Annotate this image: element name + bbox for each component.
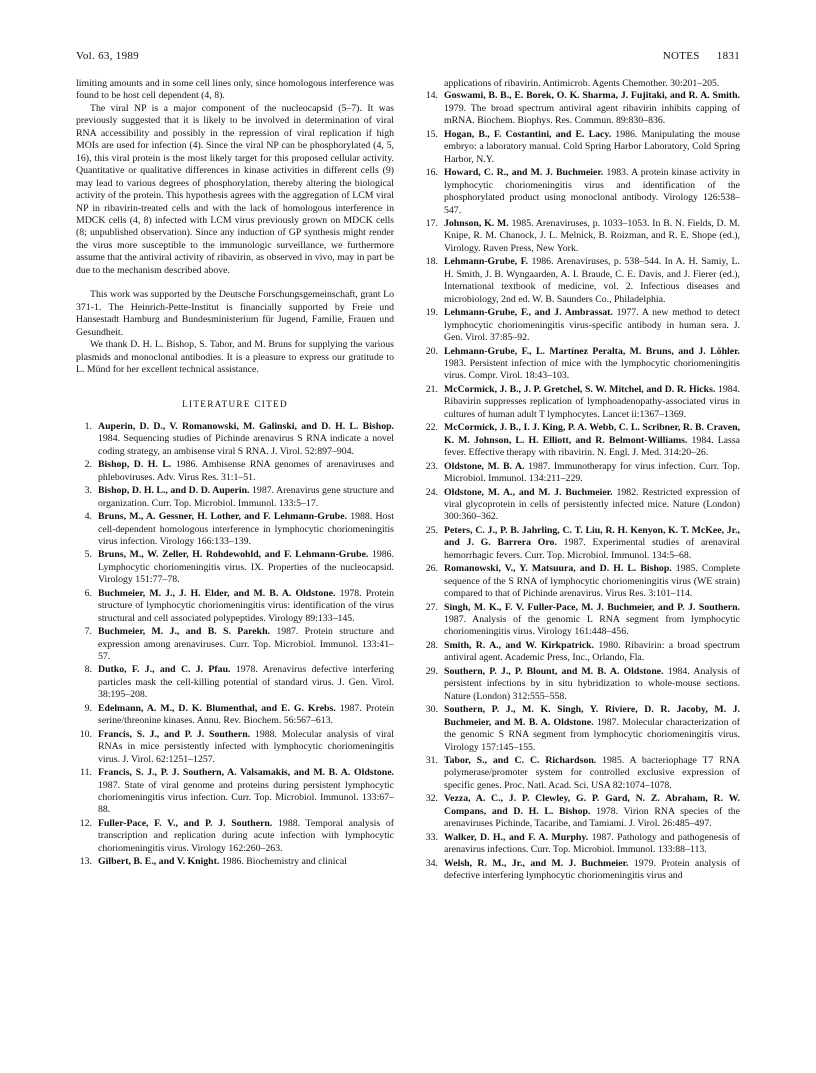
reference-item xyxy=(76,459,394,484)
reference-text: 1979. The broad spectrum antiviral agent ribavirin inhibits capping of mRNA. Biochem. Biophys. Res. Commun. 89:830–836. xyxy=(444,102,740,127)
reference-item xyxy=(422,832,740,857)
reference-number: 8. xyxy=(84,664,92,676)
reference-continuation: applications of ribavirin. Antimicrob. Agents Chemother. 30:201–205. xyxy=(444,78,720,89)
reference-number: 25. xyxy=(425,524,438,536)
reference-item xyxy=(422,666,740,703)
reference-item xyxy=(422,346,740,383)
reference-text: 1978. Arenavirus defective interfering particles mask the cell-killing potential of standard virus. J. Gen. Virol. 38:195–208. xyxy=(98,664,394,701)
reference-number: 29. xyxy=(425,665,438,677)
journal-volume: Vol. 63, 1989 xyxy=(76,50,139,62)
reference-authors: Bruns, M., A. Gessner, H. Lother, and F. Lehmann-Grube. xyxy=(98,511,348,523)
reference-number: 13. xyxy=(79,856,92,868)
reference-text: 1983. Persistent infection of mice with the lymphocytic choriomeningitis virus. Compr. Virol. 18:43–103. xyxy=(444,357,740,382)
reference-number: 2. xyxy=(84,459,92,471)
reference-number: 19. xyxy=(425,307,438,319)
reference-authors: Howard, C. R., and M. J. Buchmeier. xyxy=(444,167,604,179)
reference-number: 34. xyxy=(425,857,438,869)
reference-text: 1984. Sequencing studies of Pichinde arenavirus S RNA indicate a novel coding strategy, an ambisense viral S RNA. J. Virol. 52:897–904. xyxy=(98,433,394,457)
reference-number: 17. xyxy=(425,217,438,229)
reference-number: 14. xyxy=(425,90,438,102)
reference-text: 1987. Analysis of the genomic L RNA segment from lymphocytic choriomeningitis virus. Virology 161:448–456. xyxy=(444,614,740,638)
reference-authors: Dutko, F. J., and C. J. Pfau. xyxy=(98,664,231,676)
reference-text: 1987. Pathology and pathogenesis of arenavirus infections. Curr. Top. Microbiol. Immunol. 133:88–113. xyxy=(444,831,740,856)
reference-item xyxy=(76,588,394,625)
reference-number: 26. xyxy=(425,563,438,575)
section-name: NOTES xyxy=(662,50,700,62)
reference-list-left xyxy=(76,421,394,869)
literature-cited-heading: LITERATURE CITED xyxy=(182,399,288,410)
reference-authors: Lehmann-Grube, F. xyxy=(444,256,529,268)
reference-number: 27. xyxy=(425,601,438,613)
reference-text: 1986. Arenaviruses, p. 538–544. In A. H. Samiy, L. H. Smith, J. B. Wyngaarden, A. I. Braude, C. E. Davis, and J. Fierer (ed.), International textbook of medicine, vol. 2. Infectious diseases and microbiology, 2nd ed. W. B. Saunders Co., Philadelphia. xyxy=(444,256,740,305)
reference-item xyxy=(422,307,740,344)
reference-number: 1. xyxy=(84,420,92,432)
page-number: 1831 xyxy=(716,50,740,62)
reference-text: 1984. Lassa fever. Effective therapy with ribavirin. N. Engl. J. Med. 314:20–26. xyxy=(444,434,740,459)
reference-text: 1988. Molecular analysis of viral RNAs in mice persistently infected with lymphocytic choriomeningitis virus. J. Virol. 62:1251–1257. xyxy=(98,728,394,765)
reference-number: 18. xyxy=(425,256,438,268)
reference-number: 33. xyxy=(425,831,438,843)
reference-number: 5. xyxy=(84,549,92,561)
reference-authors: Gilbert, B. E., and V. Knight. xyxy=(98,856,220,868)
reference-authors: Johnson, K. M. xyxy=(444,217,509,229)
reference-number: 6. xyxy=(84,587,92,599)
reference-number: 4. xyxy=(84,511,92,523)
reference-authors: Bruns, M., W. Zeller, H. Rohdewohld, and F. Lehmann-Grube. xyxy=(98,549,369,561)
reference-text: 1987. Protein structure and expression among arenaviruses. Curr. Top. Microbiol. Immunol. 133:41–57. xyxy=(98,626,394,663)
reference-authors: McCormick, J. B., J. P. Gretchel, S. W. Mitchel, and D. R. Hicks. xyxy=(444,383,716,395)
reference-authors: McCormick, J. B., I. J. King, P. A. Webb, C. L. Scribner, R. B. Craven, K. M. Johnson, L. H. Elliott, and R. Belmont-Williams. xyxy=(444,422,740,446)
reference-text: 1983. A protein kinase activity in lymphocytic choriomeningitis virus and identification of the phosphorylated product using monoclonal antibody. Virology 126:538–547. xyxy=(444,167,741,216)
reference-item xyxy=(422,525,740,562)
reference-text: 1987. State of viral genome and proteins during persistent lymphocytic choriomeningitis virus infection. Curr. Top. Microbiol. Immunol. 133:67–88. xyxy=(98,779,394,816)
reference-number: 31. xyxy=(425,755,438,767)
header-right xyxy=(663,50,740,62)
reference-item xyxy=(76,703,394,728)
reference-item xyxy=(422,167,740,217)
reference-text: 1977. A new method to detect lymphocytic choriomeningitis virus-specific antibody in human sera. J. Gen. Virol. 37:85–92. xyxy=(444,307,740,344)
reference-item xyxy=(76,626,394,663)
acknowledgment-paragraph: We thank D. H. L. Bishop, S. Tabor, and M. Bruns for supplying the various plasmids and monoclonal antibodies. It is a pleasure to express our gratitude to L. Münd for her excellent technical assistance. xyxy=(76,339,394,375)
reference-authors: Goswami, B. B., E. Borek, O. K. Sharma, J. Fujitaki, and R. A. Smith. xyxy=(444,90,740,102)
reference-text: 1980. Ribavirin: a broad spectrum antiviral agent. Academic Press, Inc., Orlando, Fla. xyxy=(444,639,740,664)
reference-number: 12. xyxy=(79,817,92,829)
reference-authors: Smith, R. A., and W. Kirkpatrick. xyxy=(444,639,595,651)
body-paragraph: The viral NP is a major component of the nucleocapsid (5–7). It was previously suggested that it is likely to be involved in determination of viral RNA accessibility and possibly in the repression of viral replication if high MOIs are used for infection (4). Since the viral NP can be phosphorylated (4, 5, 16), this viral protein is the most likely target for this proposed cellular activity. Quantitative or qualitative differences in kinase activities in different cells (9) may lead to various degrees of phosphorylation, thereby altering the biological activity of the protein. This hypothesis agrees with the aggregation of LCM viral NP in ribavirin-treated cells and with the lack of homologous interference in MDCK cells (4, 8) infected with LCM virus previously grown on MDCK cells (8; unpublished observation). Since any induction of GP synthesis might render the virus more susceptible to the immunologic surveillance, we furthermore assume that the antiviral activity of ribavirin, as observed in vivo, may in part be due to the mechanism described above. xyxy=(76,102,394,276)
reference-authors: Lehmann-Grube, F., L. Martínez Peralta, M. Bruns, and J. Löhler. xyxy=(444,345,740,357)
left-column xyxy=(76,78,394,870)
reference-authors: Lehmann-Grube, F., and J. Ambrassat. xyxy=(444,307,613,319)
reference-text: 1986. Lymphocytic choriomeningitis virus. IX. Properties of the nucleocapsid. Virology 151:77–78. xyxy=(98,549,394,586)
reference-number: 23. xyxy=(425,460,438,472)
reference-number: 21. xyxy=(425,383,438,395)
reference-text: 1987. Immunotherapy for virus infection. Curr. Top. Microbiol. Immunol. 134:211–229. xyxy=(444,460,740,485)
reference-item xyxy=(422,563,740,600)
reference-item xyxy=(76,818,394,855)
reference-text: 1978. Virion RNA species of the arenaviruses Pichinde, Tacaribe, and Tamiami. J. Virol. 26:485–497. xyxy=(444,805,740,830)
reference-authors: Edelmann, A. M., D. K. Blumenthal, and E. G. Krebs. xyxy=(98,702,336,714)
reference-text: 1982. Restricted expression of viral glycoprotein in cells of persistently infected mice. Nature (London) 300:360–362. xyxy=(444,486,741,523)
reference-authors: Buchmeier, M. J., and B. S. Parekh. xyxy=(98,626,270,638)
reference-item xyxy=(422,256,740,306)
reference-authors: Romanowski, V., Y. Matsuura, and D. H. L. Bishop. xyxy=(444,563,672,575)
reference-authors: Tabor, S., and C. C. Richardson. xyxy=(444,755,597,767)
reference-item xyxy=(76,729,394,766)
reference-item xyxy=(422,640,740,665)
reference-number: 32. xyxy=(425,793,438,805)
reference-item xyxy=(76,664,394,701)
reference-number: 16. xyxy=(425,167,438,179)
reference-text: 1985. Arenaviruses, p. 1033–1053. In B. N. Fields, D. M. Knipe, R. M. Chanock, J. L. Melnick, B. Roizman, and R. E. Shope (ed.), Virology. Raven Press, New York. xyxy=(444,217,741,254)
reference-text: 1987. Molecular characterization of the genomic S RNA segment from lymphocytic choriomeningitis virus. Virology 157:145–155. xyxy=(444,716,740,753)
reference-text: 1988. Host cell-dependent homologous interference in lymphocytic choriomeningitis virus infection. Virology 166:133–139. xyxy=(98,511,394,547)
reference-authors: Walker, D. H., and F. A. Murphy. xyxy=(444,831,589,843)
reference-number: 28. xyxy=(425,639,438,651)
body-paragraph: limiting amounts and in some cell lines only, since homologous interference was found to be host cell dependent (4, 8). xyxy=(76,78,394,102)
reference-text: 1987. Experimental studies of arenaviral hemorrhagic fevers. Curr. Top. Microbiol. Immunol. 134:5–68. xyxy=(444,537,740,561)
reference-authors: Bishop, D. H. L., and D. D. Auperin. xyxy=(98,485,250,497)
reference-item xyxy=(422,422,740,459)
reference-number: 20. xyxy=(425,345,438,357)
reference-authors: Auperin, D. D., V. Romanowski, M. Galinski, and D. H. L. Bishop. xyxy=(98,420,394,432)
reference-text: 1978. Protein structure of lymphocytic choriomeningitis virus: identification of the virus structural and cell associated polypeptides. Virology 89:133–145. xyxy=(98,587,394,624)
reference-item xyxy=(422,218,740,255)
reference-text: 1987. Protein serine/threonine kinases. Annu. Rev. Biochem. 56:567–613. xyxy=(98,702,394,727)
reference-authors: Francis, S. J., and P. J. Southern. xyxy=(98,728,251,740)
reference-text: 1986. Manipulating the mouse embryo: a laboratory manual. Cold Spring Harbor Laboratory, Cold Spring Harbor, N.Y. xyxy=(444,128,740,165)
reference-authors: Bishop, D. H. L. xyxy=(98,459,172,471)
reference-item xyxy=(422,704,740,754)
running-header xyxy=(76,50,740,66)
reference-number: 3. xyxy=(84,485,92,497)
reference-authors: Vezza, A. C., J. P. Clewley, G. P. Gard, N. Z. Abraham, R. W. Compans, and D. H. L. Bishop. xyxy=(444,793,740,817)
reference-authors: Fuller-Pace, F. V., and P. J. Southern. xyxy=(98,817,273,829)
reference-item xyxy=(422,90,740,127)
reference-item xyxy=(76,421,394,458)
reference-item xyxy=(76,485,394,510)
reference-text: 1984. Analysis of persistent infections by in situ hybridization to whole-mouse sections. Nature (London) 312:555–558. xyxy=(444,665,740,702)
reference-list-right xyxy=(422,90,740,882)
reference-text: 1988. Temporal analysis of transcription and replication during acute infection with lymphocytic choriomeningitis virus. Virology 162:260–263. xyxy=(98,817,394,854)
reference-number: 10. xyxy=(79,728,92,740)
reference-text: 1985. A bacteriophage T7 RNA polymerase/promoter system for controlled exclusive expression of specific genes. Proc. Natl. Acad. Sci. USA 82:1074–1078. xyxy=(444,755,740,791)
reference-item xyxy=(422,129,740,166)
reference-item xyxy=(76,856,394,868)
reference-item xyxy=(422,858,740,883)
reference-authors: Oldstone, M. A., and M. J. Buchmeier. xyxy=(444,486,613,498)
reference-item xyxy=(76,549,394,586)
reference-number: 24. xyxy=(425,486,438,498)
reference-item xyxy=(422,461,740,486)
reference-text: 1985. Complete sequence of the S RNA of lymphocytic choriomeningitis virus (WE strain) compared to that of Pichinde arenavirus. Virus Res. 3:101–114. xyxy=(444,563,740,600)
reference-text: 1979. Protein analysis of defective interfering lymphocytic choriomeningitis virus and xyxy=(444,857,740,882)
right-column xyxy=(422,78,740,884)
reference-authors: Francis, S. J., P. J. Southern, A. Valsamakis, and M. B. A. Oldstone. xyxy=(98,767,394,779)
reference-authors: Buchmeier, M. J., J. H. Elder, and M. B. A. Oldstone. xyxy=(98,587,336,599)
reference-number: 15. xyxy=(425,128,438,140)
reference-item xyxy=(76,767,394,817)
reference-text: 1986. Biochemistry and clinical xyxy=(221,856,347,868)
reference-authors: Hogan, B., F. Costantini, and E. Lacy. xyxy=(444,128,612,140)
reference-item xyxy=(422,793,740,830)
reference-authors: Oldstone, M. B. A. xyxy=(444,460,525,472)
reference-text: 1984. Ribavirin suppresses replication of lymphoadenopathy-associated virus in cultures of human adult T lymphocytes. Lancet ii:1367–1369. xyxy=(444,383,740,420)
reference-number: 22. xyxy=(425,422,438,434)
reference-authors: Welsh, R. M., Jr., and M. J. Buchmeier. xyxy=(444,857,629,869)
reference-authors: Singh, M. K., F. V. Fuller-Pace, M. J. Buchmeier, and P. J. Southern. xyxy=(444,601,740,613)
reference-text: 1986. Ambisense RNA genomes of arenaviruses and phleboviruses. Adv. Virus Res. 31:1–51. xyxy=(98,459,394,483)
reference-number: 11. xyxy=(80,767,92,779)
reference-number: 9. xyxy=(84,702,92,714)
reference-number: 7. xyxy=(84,626,92,638)
reference-text: 1987. Arenavirus gene structure and organization. Curr. Top. Microbiol. Immunol. 133:5–17. xyxy=(98,485,394,509)
acknowledgment-paragraph: This work was supported by the Deutsche Forschungsgemeinschaft, grant Lo 371-1. The Heinrich-Pette-Institut is financially supported by Freie und Hansestadt Hamburg and Bundesministerium für Jugend, Familie, Frauen und Gesundheit. xyxy=(76,289,394,338)
reference-item xyxy=(422,384,740,421)
reference-authors: Southern, P. J., P. Blount, and M. B. A. Oldstone. xyxy=(444,665,664,677)
reference-item xyxy=(76,511,394,548)
reference-authors: Southern, P. J., M. K. Singh, Y. Riviere, D. R. Jacoby, M. J. Buchmeier, and M. B. A. Oldstone. xyxy=(444,704,740,728)
reference-authors: Peters, C. J., P. B. Jahrling, C. T. Liu, R. H. Kenyon, K. T. McKee, Jr., and J. G. Barrera Oro. xyxy=(444,524,740,549)
reference-item xyxy=(422,487,740,524)
reference-item xyxy=(422,602,740,639)
reference-item xyxy=(422,755,740,792)
reference-number: 30. xyxy=(425,704,438,716)
